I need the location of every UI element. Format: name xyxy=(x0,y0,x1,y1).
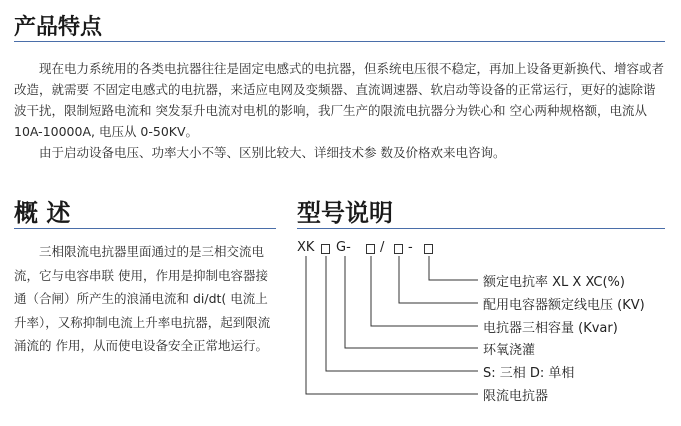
features-paragraph-2: 由于启动设备电压、功率大小不等、区别比较大、详细技术参 数及价格欢来电咨询。 xyxy=(39,145,506,160)
leader-line-capacity xyxy=(371,256,478,326)
overview-title: 概 述 xyxy=(14,198,71,227)
legend-current-limiting-reactor: 限流电抗器 xyxy=(483,389,549,404)
legend-phase-type: S: 三相 D: 单相 xyxy=(483,366,575,381)
leader-line-reactance xyxy=(429,256,478,280)
overview-text: 三相限流电抗器里面通过的是三相交流电流，它与电容串联 使用，作用是抑制电容器接通（合闸）所产生的浪涌电流和 di/dt( 电流上升率），又称抑制电流上升率电抗器，起到限流涌流的 作用，从而使电设备安全正常地运行。 xyxy=(14,244,271,353)
features-paragraph-1: 现在电力系统用的各类电抗器往往是固定电感式的电抗器，但系统电压很不稳定，再加上设备更新换代、增容或者改造，就需要 不固定电感式的电抗器，来适应电网及变频器、直流调速器、软启动等设备的正常运行，更好的滤除谐波干扰，限制短路电流和 突发泵升电流对电机的影响，我厂生产的限流电抗器分为铁心和 空心两种规格额，电流从 10A-10000A, 电压从 0-50KV。 xyxy=(14,61,665,139)
legend-three-phase-capacity: 电抗器三相容量 (Kvar) xyxy=(483,321,618,336)
leader-line-phase xyxy=(326,256,478,371)
model-prefix: XK xyxy=(297,240,315,255)
model-separator-slash: / xyxy=(380,240,385,255)
leader-line-current-limiting xyxy=(306,256,478,394)
legend-epoxy-cast: 环氧浇灌 xyxy=(483,343,536,358)
features-title: 产品特点 xyxy=(14,14,103,40)
legend-rated-voltage: 配用电容器额定线电压 (KV) xyxy=(483,298,645,313)
model-separator-dash: - xyxy=(408,240,413,255)
leader-line-epoxy xyxy=(345,256,478,348)
model-separator-g: G- xyxy=(336,240,351,255)
model-title: 型号说明 xyxy=(297,198,393,227)
legend-reactance-rate: 额定电抗率 XL X XC(%) xyxy=(483,275,625,290)
